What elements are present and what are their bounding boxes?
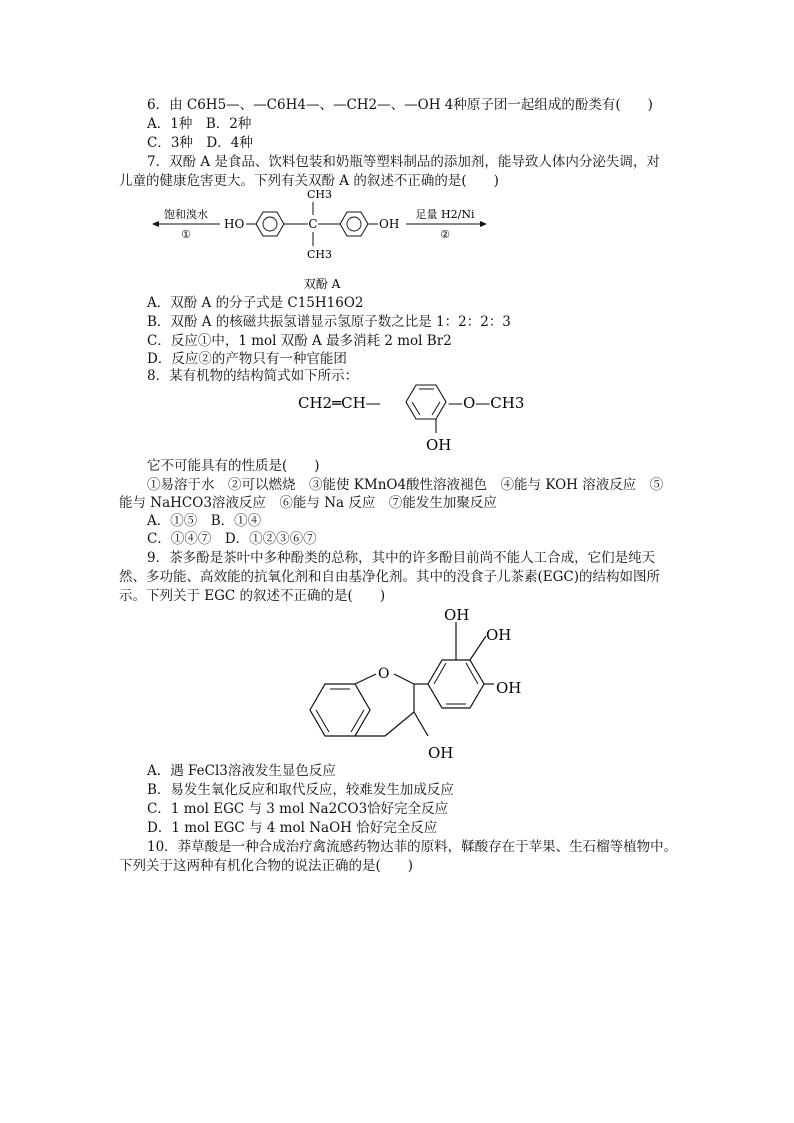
- question-9-stem-line-3: 示。下列关于 EGC 的叙述不正确的是( ): [119, 588, 386, 604]
- question-6-stem: 6．由 C6H5—、—C6H4—、—CH2—、—OH 4种原子团一起组成的酚类有( ): [147, 97, 653, 113]
- question-8-line-3: 能与 NaHCO3溶液反应 ⑥能与 Na 反应 ⑦能发生加聚反应: [119, 495, 497, 511]
- label-hydroxyl-group: OH: [426, 436, 452, 454]
- question-9-option-a: A．遇 FeCl3溶液发生显色反应: [147, 763, 336, 779]
- step-label-2: ②: [440, 228, 450, 241]
- question-7-option-b: B．双酚 A 的核磁共振氢谱显示氢原子数之比是 1：2：2：3: [147, 314, 511, 330]
- question-7-option-d: D．反应②的产物只有一种官能团: [147, 351, 347, 367]
- arrow-right-head: [480, 221, 487, 227]
- question-7-stem-line-2: 儿童的健康危害更大。下列有关双酚 A 的叙述不正确的是( ): [119, 173, 499, 189]
- label-oh-middle: OH: [486, 626, 512, 644]
- reagent-bromine-water: 饱和溴水: [164, 208, 208, 221]
- label-central-carbon: C: [308, 217, 318, 231]
- caption-bisphenol-a: 双酚 A: [303, 277, 341, 290]
- question-9-option-d: D．1 mol EGC 与 4 mol NaOH 恰好完全反应: [147, 820, 438, 836]
- question-10-stem-line-1: 10．莽草酸是一种合成治疗禽流感药物达菲的原料，鞣酸存在于苹果、生石榴等植物中。: [147, 839, 678, 855]
- gallyl-ring: [428, 660, 484, 708]
- question-10-stem-line-2: 下列关于这两种有机化合物的说法正确的是( ): [119, 858, 414, 874]
- step-label-1: ①: [181, 228, 191, 241]
- question-9-option-c: C．1 mol EGC 与 3 mol Na2CO3恰好完全反应: [147, 801, 449, 817]
- benzo-ring: [310, 684, 370, 736]
- label-oh: OH: [379, 217, 400, 231]
- label-ch3-top: CH3: [307, 188, 333, 201]
- question-7-option-c: C．反应①中，1 mol 双酚 A 最多消耗 2 mol Br2: [147, 333, 452, 349]
- question-9-stem-line-1: 9．茶多酚是茶叶中多种酚类的总称，其中的许多酚目前尚不能人工合成，它们是纯天: [147, 550, 656, 566]
- benzene-ring-left: [256, 212, 284, 236]
- question-8-structure: [296, 370, 536, 460]
- question-8-options-cd: C．①④⑦ D．①②③⑥⑦: [147, 531, 317, 547]
- label-ch3-bottom: CH3: [307, 248, 333, 261]
- question-6-options-cd: C．3种 D．4种: [147, 135, 253, 151]
- label-ho: HO: [224, 217, 245, 231]
- reagent-hydrogen-nickel: 足量 H2/Ni: [415, 208, 475, 221]
- label-oh-right: OH: [496, 679, 522, 697]
- bisphenol-a-reaction-scheme: [150, 186, 495, 290]
- label-methoxy-group: —O—CH3: [448, 394, 525, 412]
- label-oh-top: OH: [444, 606, 470, 624]
- label-vinyl-group: CH2═CH—: [298, 394, 381, 412]
- arrow-left-head: [152, 221, 159, 227]
- question-8-stem: 8．某有机物的结构简式如下所示：: [147, 368, 359, 384]
- label-oh-3: OH: [428, 744, 454, 762]
- label-ring-oxygen: O: [378, 666, 390, 682]
- question-9-stem-line-2: 然、多功能、高效能的抗氧化剂和自由基净化剂。其中的没食子儿茶素(EGC)的结构如图所: [119, 569, 661, 585]
- question-8-line-1: 它不可能具有的性质是( ): [147, 458, 320, 474]
- question-6-options-ab: A．1种 B．2种: [147, 116, 252, 132]
- egc-structure: [300, 600, 540, 770]
- question-9-option-b: B．易发生氧化反应和取代反应，较难发生加成反应: [147, 782, 454, 798]
- question-8-line-2: ①易溶于水 ②可以燃烧 ③能使 KMnO4酸性溶液褪色 ④能与 KOH 溶液反应 ⑤: [147, 477, 664, 493]
- question-7-stem-line-1: 7．双酚 A 是食品、饮料包装和奶瓶等塑料制品的添加剂，能导致人体内分泌失调，对: [147, 154, 660, 170]
- question-7-option-a: A．双酚 A 的分子式是 C15H16O2: [147, 295, 364, 311]
- question-8-options-ab: A．①⑤ B．①④: [147, 513, 262, 529]
- benzene-ring-right: [340, 212, 368, 236]
